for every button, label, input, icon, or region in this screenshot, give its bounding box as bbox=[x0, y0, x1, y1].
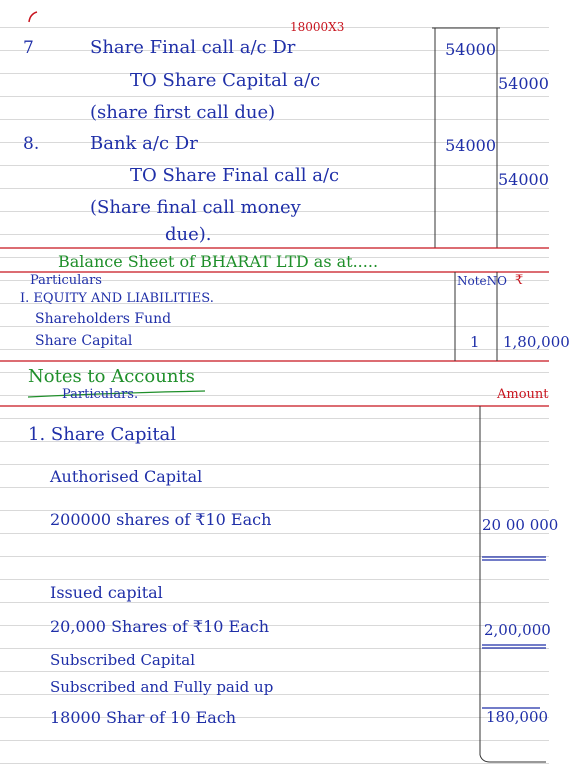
call-calculation-annotation: 18000X3 bbox=[290, 20, 345, 34]
bs-subsection: Shareholders Fund bbox=[35, 311, 172, 327]
notes-col-particulars: Particulars. bbox=[62, 387, 139, 402]
authorised-amount: 20 00 000 bbox=[482, 516, 559, 534]
entry-debit-line: Share Final call a/c Dr bbox=[90, 37, 296, 58]
subscribed-sub: Subscribed and Fully paid up bbox=[50, 678, 274, 696]
subscribed-label: Subscribed Capital bbox=[50, 651, 196, 669]
entry-narration: (Share final call money bbox=[90, 197, 301, 218]
entry-debit-amount: 54000 bbox=[445, 40, 496, 59]
authorised-label: Authorised Capital bbox=[50, 467, 203, 486]
notes-bottom-curve bbox=[480, 755, 546, 762]
entry-number: 8. bbox=[23, 134, 40, 154]
bs-col-amount: ₹ bbox=[515, 273, 524, 288]
issued-amount: 2,00,000 bbox=[484, 621, 551, 639]
subscribed-detail: 18000 Shar of 10 Each bbox=[50, 708, 237, 727]
entry-credit-amount: 54000 bbox=[498, 74, 549, 93]
balance-sheet-title: Balance Sheet of BHARAT LTD as at..... bbox=[58, 252, 379, 271]
notes-title: Notes to Accounts bbox=[28, 366, 195, 387]
entry-debit-amount: 54000 bbox=[445, 136, 496, 155]
bs-item-amount: 1,80,000 bbox=[503, 333, 570, 351]
bs-item: Share Capital bbox=[35, 333, 133, 349]
subscribed-amount: 180,000 bbox=[486, 708, 549, 726]
entry-number: 7 bbox=[23, 38, 34, 58]
authorised-detail: 200000 shares of ₹10 Each bbox=[50, 510, 272, 529]
entry-credit-line: TO Share Capital a/c bbox=[130, 70, 321, 91]
entry-debit-line: Bank a/c Dr bbox=[90, 133, 198, 154]
bs-section: I. EQUITY AND LIABILITIES. bbox=[20, 291, 214, 306]
entry-credit-line: TO Share Final call a/c bbox=[130, 165, 340, 186]
issued-label: Issued capital bbox=[50, 583, 163, 602]
bs-item-note: 1 bbox=[470, 333, 480, 351]
notes-heading: 1. Share Capital bbox=[28, 424, 177, 445]
entry-narration: (share first call due) bbox=[90, 102, 276, 123]
corner-mark bbox=[29, 12, 37, 22]
entry-narration-cont: due). bbox=[165, 224, 212, 245]
entry-credit-amount: 54000 bbox=[498, 170, 549, 189]
bs-col-particulars: Particulars bbox=[30, 273, 102, 288]
issued-detail: 20,000 Shares of ₹10 Each bbox=[50, 617, 270, 636]
notes-col-amount: Amount bbox=[497, 387, 549, 402]
bs-col-note: NoteNO bbox=[457, 274, 507, 288]
